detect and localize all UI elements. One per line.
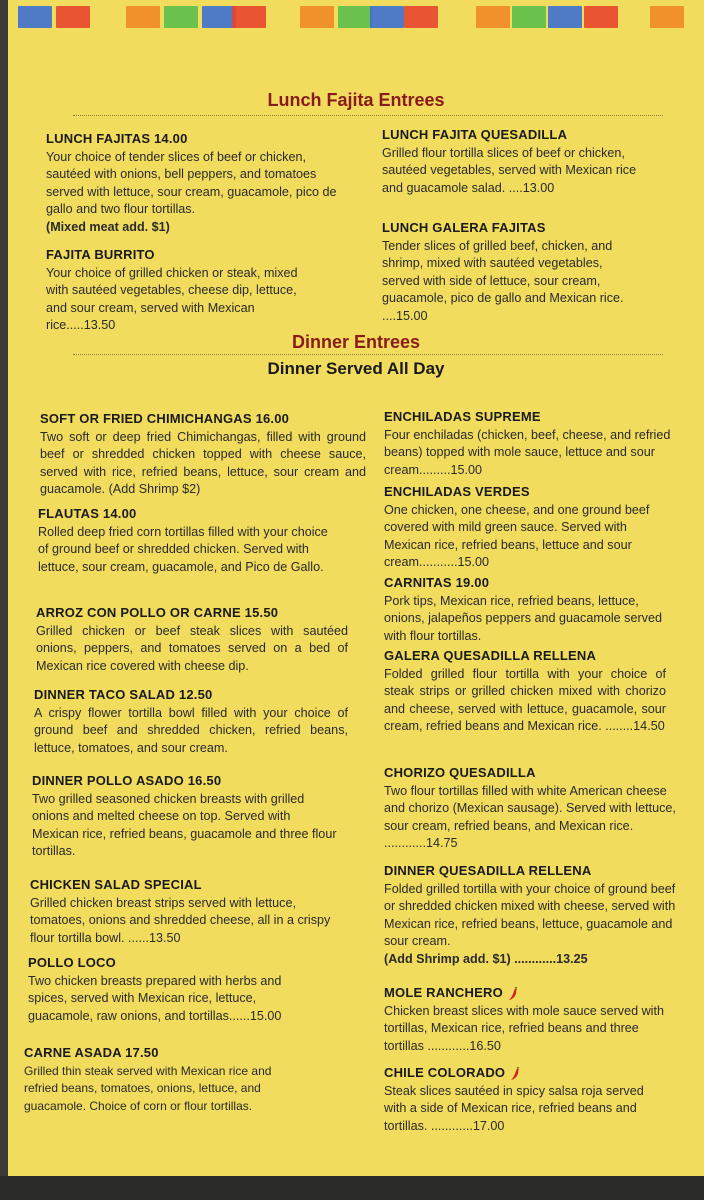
dinner-subtitle: Dinner Served All Day xyxy=(267,359,445,378)
menu-item xyxy=(34,686,348,757)
banner-flag-icon xyxy=(18,6,52,28)
menu-item xyxy=(384,647,666,736)
item-name: ENCHILADAS SUPREME xyxy=(384,409,541,424)
menu-item xyxy=(46,246,308,335)
banner-flag-icon xyxy=(370,6,404,28)
menu-item xyxy=(36,604,348,675)
item-name: ARROZ CON POLLO OR CARNE 15.50 xyxy=(36,605,279,620)
item-description: Tender slices of grilled beef, chicken, and shrimp, mixed with sautéed vegetables, served with side of lettuce, sour cream, guacamole, pico de gallo and Mexican rice. ....15.00 xyxy=(382,238,624,323)
banner-flag-icon xyxy=(300,6,334,28)
menu-item xyxy=(382,126,660,197)
banner-flag-icon xyxy=(476,6,510,28)
papel-picado-banner xyxy=(8,0,704,40)
item-description: Pork tips, Mexican rice, refried beans, lettuce, onions, jalapeños peppers and guacamole served with flour tortillas. xyxy=(384,593,662,643)
item-name: CHORIZO QUESADILLA xyxy=(384,765,536,780)
menu-item xyxy=(384,764,678,853)
item-extra: (Mixed meat add. $1) xyxy=(46,219,170,234)
banner-flag-icon xyxy=(512,6,546,28)
lunch-section-title: Lunch Fajita Entrees xyxy=(267,90,445,110)
divider xyxy=(73,354,663,355)
banner-flag-icon xyxy=(164,6,198,28)
item-description: Two flour tortillas filled with white American cheese and chorizo (Mexican sausage). Served with lettuce, sour cream, refried beans, and Mexican rice. ............14.75 xyxy=(384,783,676,851)
item-description: Grilled thin steak served with Mexican rice and refried beans, tomatoes, onions, lettuce, and guacamole. Choice of corn or flour tortillas. xyxy=(24,1063,272,1113)
banner-flag-icon xyxy=(584,6,618,28)
banner-flag-icon xyxy=(338,6,372,28)
item-description: A crispy flower tortilla bowl filled with your choice of ground beef and shredded chicken, refried beans, lettuce, tomatoes, and sour cream. xyxy=(34,705,348,755)
item-name: CHILE COLORADO xyxy=(384,1065,506,1080)
item-description: Grilled flour tortilla slices of beef or chicken, sautéed vegetables, served with Mexican rice and guacamole salad. ....13.00 xyxy=(382,145,637,195)
item-name: POLLO LOCO xyxy=(28,955,116,970)
item-description: Grilled chicken breast strips served with lettuce, tomatoes, onions and shredded cheese, all in a crispy flour tortilla bowl. ......13.50 xyxy=(30,895,331,945)
menu-item xyxy=(40,410,366,499)
item-name: GALERA QUESADILLA RELLENA xyxy=(384,648,597,663)
item-name: FLAUTAS 14.00 xyxy=(38,506,137,521)
item-name: MOLE RANCHERO xyxy=(384,985,503,1000)
menu-item xyxy=(384,862,686,969)
menu-item xyxy=(32,772,338,861)
item-description: Steak slices sautéed in spicy salsa roja served with a side of Mexican rice, refried beans and tortillas. ............17.00 xyxy=(384,1083,644,1133)
menu-item xyxy=(38,505,334,576)
item-description: Folded grilled flour tortilla with your choice of steak strips or grilled chicken mixed with chorizo and cheese, served with lettuce, guacamole, sour cream, refried beans and Mexican rice. ........14.50 xyxy=(384,666,666,734)
banner-flag-icon xyxy=(548,6,582,28)
menu-item xyxy=(384,1064,656,1135)
banner-flag-icon xyxy=(404,6,438,28)
item-description: Folded grilled tortilla with your choice of ground beef or shredded chicken mixed with cheese, served with Mexican rice, refried beans, lettuce, guacamole and sour cream. xyxy=(384,881,676,949)
banner-flag-icon xyxy=(126,6,160,28)
banner-flag-icon xyxy=(232,6,266,28)
item-description: Two chicken breasts prepared with herbs and spices, served with Mexican rice, lettuce, guacamole, raw onions, and tortillas......15.00 xyxy=(28,973,282,1023)
item-extra: (Add Shrimp add. $1) ............13.25 xyxy=(384,951,588,966)
item-name: DINNER TACO SALAD 12.50 xyxy=(34,687,213,702)
item-name: LUNCH FAJITAS 14.00 xyxy=(46,131,188,146)
item-description: Your choice of grilled chicken or steak, mixed with sautéed vegetables, cheese dip, lettuce, and sour cream, served with Mexican rice.....13.50 xyxy=(46,265,298,333)
item-name: CARNE ASADA 17.50 xyxy=(24,1045,159,1060)
menu-item xyxy=(24,1044,302,1115)
item-description: One chicken, one cheese, and one ground beef covered with mild green sauce. Served with Mexican rice, refried beans, lettuce and sour cream...........15.00 xyxy=(384,502,650,570)
item-name: CHICKEN SALAD SPECIAL xyxy=(30,877,202,892)
item-description: Two grilled seasoned chicken breasts with grilled onions and melted cheese on top. Served with Mexican rice, refried beans, guacamole and three flour tortillas. xyxy=(32,791,337,859)
item-name: LUNCH GALERA FAJITAS xyxy=(382,220,546,235)
menu-item xyxy=(384,984,674,1055)
item-description: Grilled chicken or beef steak slices with sautéed onions, peppers, and tomatoes served on a bed of Mexican rice covered with cheese dip. xyxy=(36,623,348,673)
banner-flag-icon xyxy=(56,6,90,28)
item-name: ENCHILADAS VERDES xyxy=(384,484,530,499)
banner-flag-icon xyxy=(202,6,236,28)
item-name: LUNCH FAJITA QUESADILLA xyxy=(382,127,568,142)
menu-item xyxy=(46,130,338,237)
item-name: DINNER QUESADILLA RELLENA xyxy=(384,863,592,878)
chili-pepper-icon xyxy=(507,987,519,1001)
table-surface xyxy=(0,1176,704,1200)
menu-item xyxy=(30,876,334,947)
banner-flag-icon xyxy=(650,6,684,28)
item-name: SOFT OR FRIED CHIMICHANGAS 16.00 xyxy=(40,411,290,426)
item-name: DINNER POLLO ASADO 16.50 xyxy=(32,773,222,788)
item-description: Four enchiladas (chicken, beef, cheese, and refried beans) topped with mole sauce, lettuce and sour cream.........15.00 xyxy=(384,427,671,477)
divider xyxy=(73,115,663,116)
item-description: Chicken breast slices with mole sauce served with tortillas, Mexican rice, refried beans and three tortillas ............16.50 xyxy=(384,1003,664,1053)
item-name: CARNITAS 19.00 xyxy=(384,575,490,590)
item-name: FAJITA BURRITO xyxy=(46,247,155,262)
menu-item xyxy=(384,483,660,572)
menu-page xyxy=(8,0,704,1176)
menu-item xyxy=(382,219,640,326)
item-description: Rolled deep fried corn tortillas filled with your choice of ground beef or shredded chicken. Served with lettuce, sour cream, guacamole, and Pico de Gallo. xyxy=(38,524,328,574)
item-description: Your choice of tender slices of beef or chicken, sautéed with onions, bell peppers, and tomatoes served with lettuce, sour cream, guacamole, pico de gallo and two flour tortillas. xyxy=(46,149,337,217)
menu-item xyxy=(28,954,324,1025)
menu-item xyxy=(384,574,674,645)
chili-pepper-icon xyxy=(509,1067,521,1081)
item-description: Two soft or deep fried Chimichangas, filled with ground beef or shredded chicken topped with cheese sauce, served with rice, refried beans, lettuce, sour cream and guacamole. (Add Shrimp $2) xyxy=(40,429,366,497)
menu-item xyxy=(384,408,680,479)
dinner-section-title: Dinner Entrees xyxy=(291,332,421,352)
